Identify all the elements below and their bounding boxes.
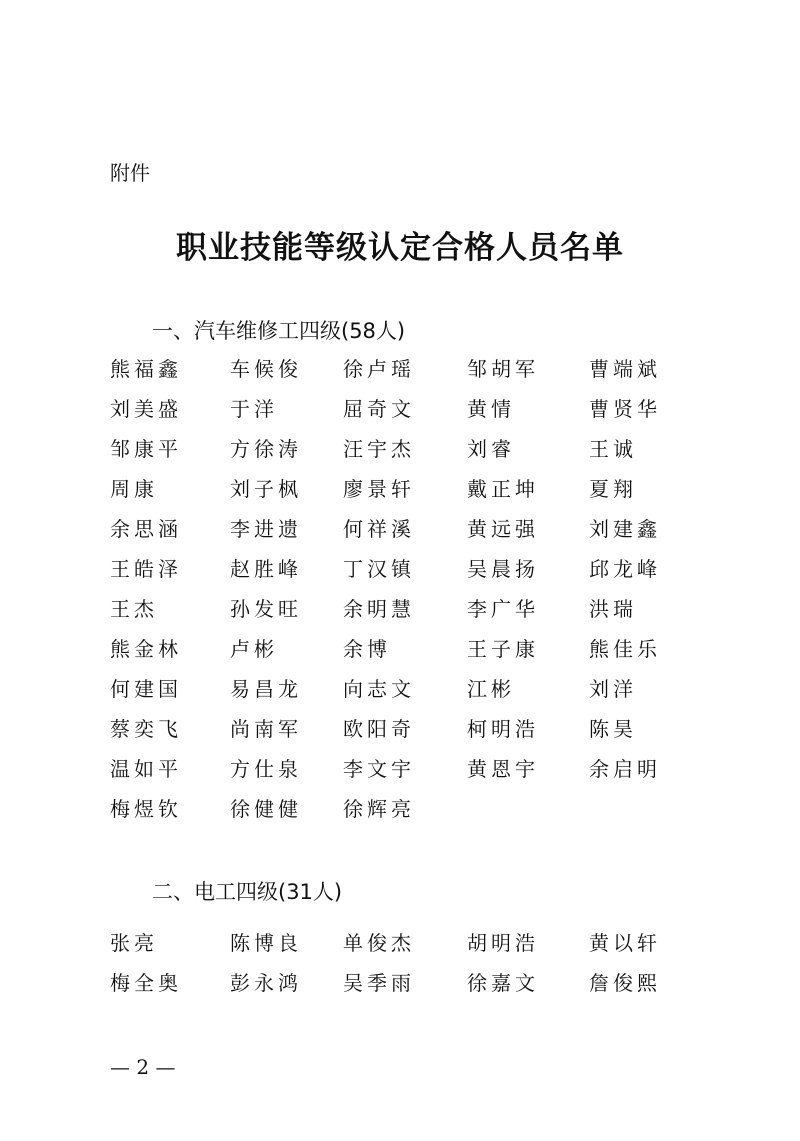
name-list-electrician [110,923,710,1003]
person-name: 黄远强 [467,517,539,541]
person-name: 王杰 [110,597,158,621]
person-name: 曹贤华 [589,397,661,421]
person-name: 徐健健 [230,797,302,821]
person-name: 何建国 [110,677,182,701]
person-name: 王诚 [589,437,637,461]
person-name: 邹胡军 [467,357,539,381]
person-name: 王子康 [467,637,539,661]
person-name: 刘子枫 [230,477,302,501]
person-name: 邱龙峰 [589,557,661,581]
person-name: 车候俊 [230,357,302,381]
person-name: 熊福鑫 [110,357,182,381]
person-name: 王皓泽 [110,557,182,581]
person-name: 方仕泉 [230,757,302,781]
person-name: 詹俊熙 [589,971,661,995]
person-name: 孙发旺 [230,597,302,621]
person-name: 吴晨扬 [467,557,539,581]
section-heading-auto-repair: 一、汽车维修工四级(58人) [152,319,406,343]
person-name: 余明慧 [343,597,415,621]
person-name: 李广华 [467,597,539,621]
person-name: 夏翔 [589,477,637,501]
person-name: 卢彬 [230,637,278,661]
person-name: 张亮 [110,931,158,955]
person-name: 黄恩宇 [467,757,539,781]
person-name: 徐辉亮 [343,797,415,821]
person-name: 刘美盛 [110,397,182,421]
person-name: 于洋 [230,397,278,421]
person-name: 梅煜钦 [110,797,182,821]
person-name: 廖景轩 [343,477,415,501]
person-name: 刘建鑫 [589,517,661,541]
person-name: 欧阳奇 [343,717,415,741]
person-name: 赵胜峰 [230,557,302,581]
person-name: 丁汉镇 [343,557,415,581]
section-heading-electrician: 二、电工四级(31人) [152,880,343,904]
document-title: 职业技能等级认定合格人员名单 [176,230,624,266]
person-name: 蔡奕飞 [110,717,182,741]
person-name: 温如平 [110,757,182,781]
person-name: 吴季雨 [343,971,415,995]
person-name: 陈博良 [230,931,302,955]
person-name: 戴正坤 [467,477,539,501]
person-name: 黄情 [467,397,515,421]
person-name: 彭永鸿 [230,971,302,995]
person-name: 屈奇文 [343,397,415,421]
person-name: 刘洋 [589,677,637,701]
person-name: 李文宇 [343,757,415,781]
person-name: 徐嘉文 [467,971,539,995]
person-name: 余启明 [589,757,661,781]
person-name: 梅全奥 [110,971,182,995]
person-name: 柯明浩 [467,717,539,741]
person-name: 余博 [343,637,391,661]
person-name: 邹康平 [110,437,182,461]
person-name: 方徐涛 [230,437,302,461]
page-number: — 2 — [110,1055,176,1079]
person-name: 向志文 [343,677,415,701]
person-name: 刘睿 [467,437,515,461]
person-name: 曹端斌 [589,357,661,381]
person-name: 胡明浩 [467,931,539,955]
person-name: 尚南军 [230,717,302,741]
person-name: 李进遗 [230,517,302,541]
attachment-label: 附件 [110,161,150,185]
person-name: 汪宇杰 [343,437,415,461]
person-name: 徐卢瑶 [343,357,415,381]
person-name: 余思涵 [110,517,182,541]
name-list-auto-repair [110,349,710,829]
person-name: 何祥溪 [343,517,415,541]
person-name: 熊佳乐 [589,637,661,661]
person-name: 江彬 [467,677,515,701]
person-name: 周康 [110,477,158,501]
person-name: 陈昊 [589,717,637,741]
person-name: 单俊杰 [343,931,415,955]
person-name: 易昌龙 [230,677,302,701]
person-name: 洪瑞 [589,597,637,621]
person-name: 黄以轩 [589,931,661,955]
person-name: 熊金林 [110,637,182,661]
